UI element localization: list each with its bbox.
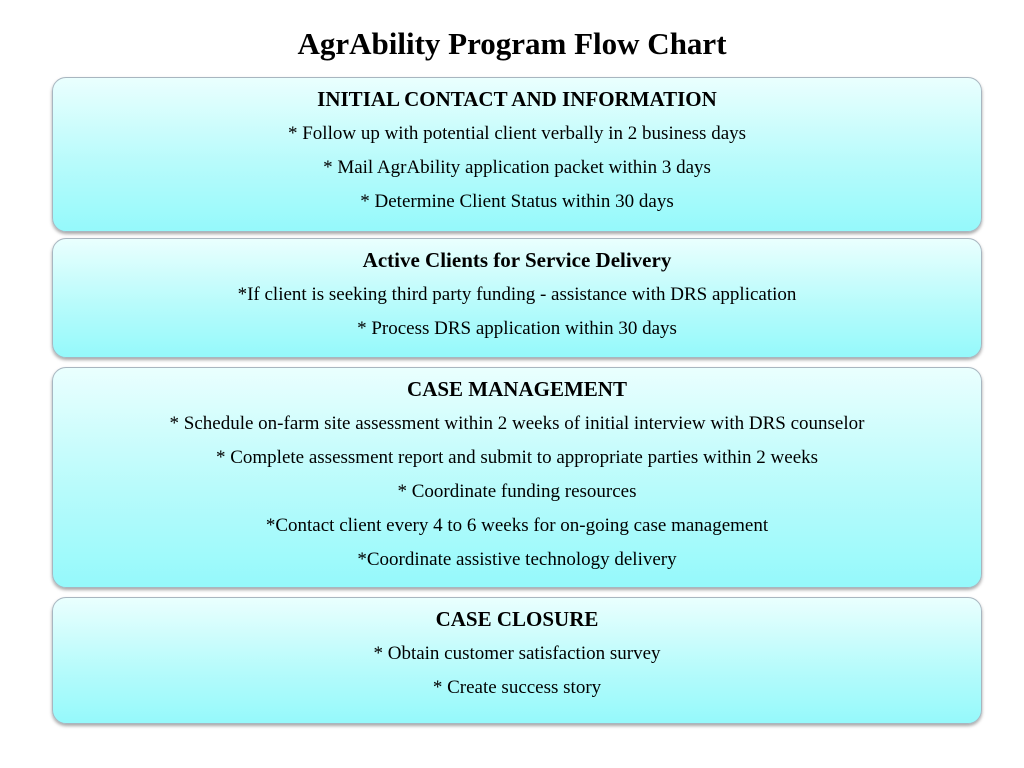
step-item: * Coordinate funding resources — [397, 481, 637, 502]
step-item: * Create success story — [432, 677, 602, 698]
step-item: * Complete assessment report and submit to appropriate parties within 2 weeks — [215, 447, 819, 468]
step-heading: INITIAL CONTACT AND INFORMATION — [317, 87, 717, 111]
step-heading: CASE CLOSURE — [435, 607, 599, 631]
flow-step-active-clients — [52, 238, 982, 358]
step-item: * Schedule on-farm site assessment within 2 weeks of initial interview with DRS counselor — [169, 413, 865, 434]
step-heading: Active Clients for Service Delivery — [362, 248, 672, 272]
step-item: * Mail AgrAbility application packet within 3 days — [323, 157, 711, 178]
flow-step-case-closure — [52, 597, 982, 724]
flow-step-initial-contact — [52, 77, 982, 232]
step-item: *Coordinate assistive technology delivery — [357, 549, 677, 570]
step-item: * Follow up with potential client verbally in 2 business days — [287, 123, 747, 144]
step-item: * Determine Client Status within 30 days — [360, 191, 674, 212]
step-item: * Process DRS application within 30 days — [357, 318, 677, 339]
step-item: * Obtain customer satisfaction survey — [373, 643, 661, 664]
step-item: *If client is seeking third party funding - assistance with DRS application — [237, 284, 797, 305]
flow-step-case-management — [52, 367, 982, 588]
step-heading: CASE MANAGEMENT — [407, 377, 627, 401]
step-item: *Contact client every 4 to 6 weeks for on-going case management — [265, 515, 769, 536]
page-title: AgrAbility Program Flow Chart — [297, 26, 727, 61]
